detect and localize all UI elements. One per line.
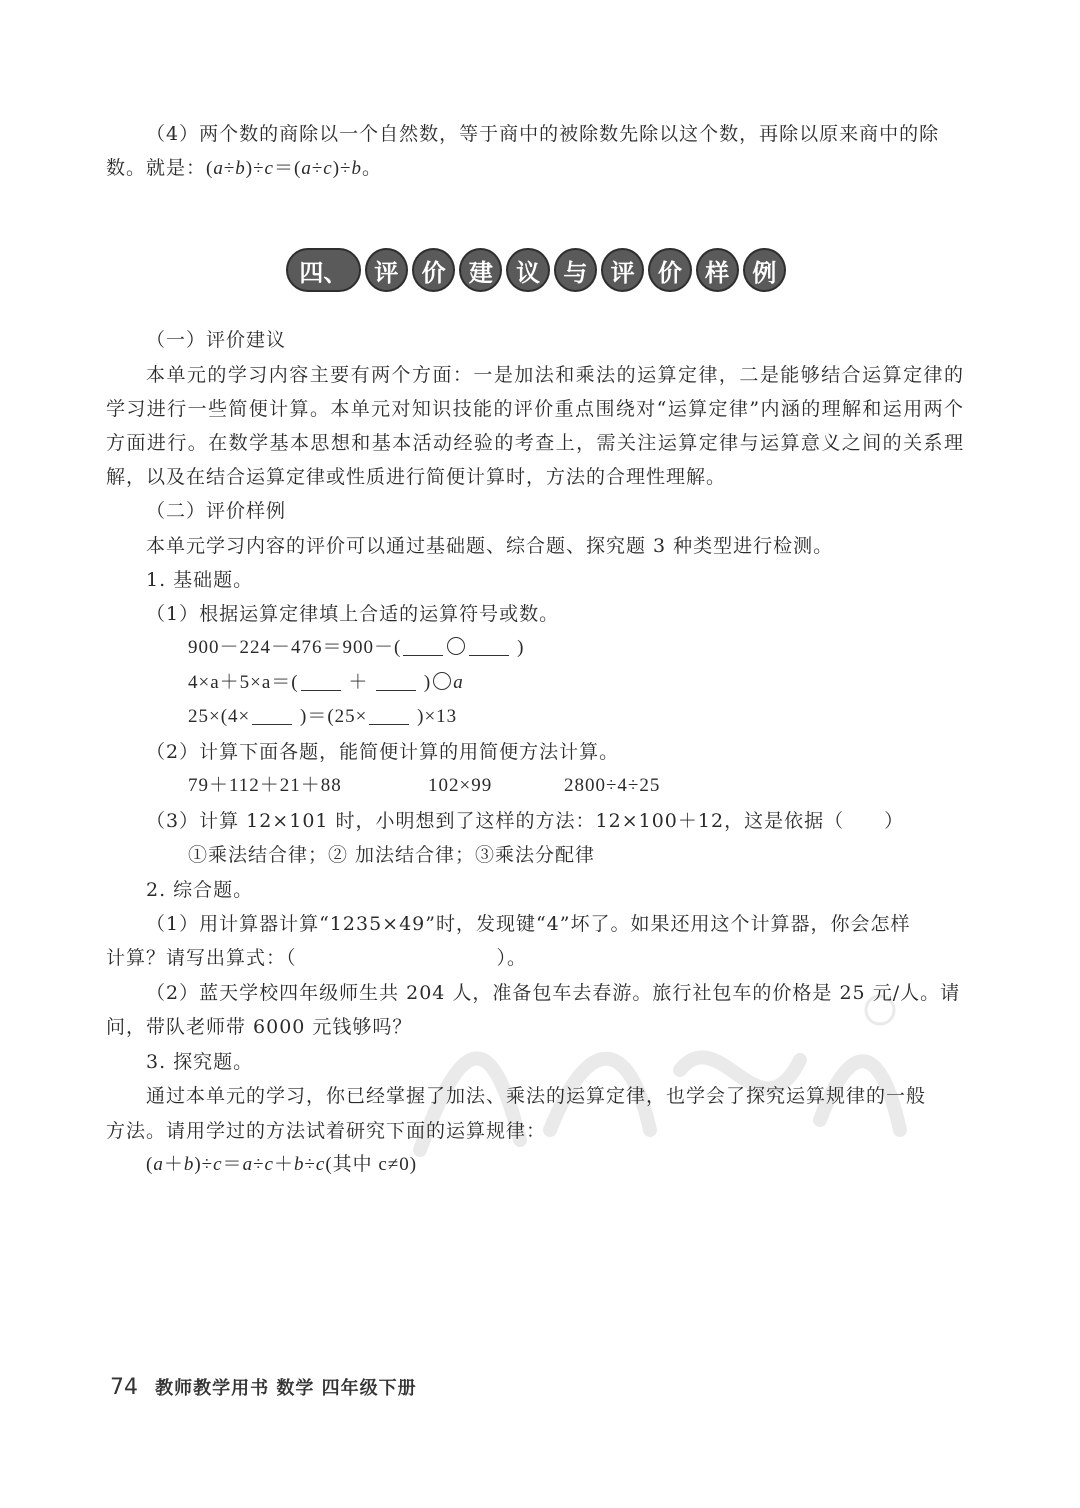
title-char: 四、	[286, 248, 361, 292]
operator-circle	[433, 672, 451, 690]
operator-circle	[447, 637, 465, 655]
basic-q1-line-2: 4×a＋5×a＝( ＋ ) a	[188, 672, 464, 693]
title-char: 价	[648, 248, 691, 292]
book-title: 教师教学用书 数学 四年级下册	[155, 1378, 417, 1399]
title-char: 评	[365, 248, 408, 292]
comprehensive-q2-line-2: 问，带队老师带 6000 元钱够吗？	[106, 1016, 413, 1038]
intro-formula: (a÷b)÷c＝(a÷c)÷b。	[206, 158, 382, 179]
title-char: 评	[601, 248, 644, 292]
inquiry-line-1: 通过本单元的学习，你已经掌握了加法、乘法的运算定律，也学会了探究运算规律的一般	[146, 1085, 927, 1107]
answer-blank	[301, 672, 341, 691]
section-title	[286, 247, 786, 293]
inquiry-heading: 3. 探究题。	[146, 1051, 254, 1073]
basic-q3: （3）计算 12×101 时，小明想到了这样的方法：12×100＋12，这是依据（ ）	[146, 810, 905, 832]
basic-q1-line-3: 25×(4× )＝(25× )×13	[188, 706, 458, 727]
page-number: 74	[110, 1375, 138, 1400]
basic-q2: （2）计算下面各题，能简便计算的用简便方法计算。	[146, 741, 620, 763]
basic-heading: 1. 基础题。	[146, 569, 254, 591]
eval-suggestion-heading: （一）评价建议	[146, 329, 287, 351]
title-char: 议	[506, 248, 549, 292]
inquiry-line-2: 方法。请用学过的方法试着研究下面的运算规律：	[106, 1120, 547, 1142]
basic-q3-options: ①乘法结合律；② 加法结合律；③乘法分配律	[188, 844, 596, 866]
basic-q1: （1）根据运算定律填上合适的运算符号或数。	[146, 603, 560, 625]
eval-suggestion-paragraph: 本单元的学习内容主要有两个方面：一是加法和乘法的运算定律，二是能够结合运算定律的学习进行一些简便计算。本单元对知识技能的评价重点围绕对“运算定律”内涵的理解和运用两个方面进行。在数学基本思想和基本活动经验的考查上，需关注运算定律与运算意义之间的关系理解，以及在结合运算定律或性质进行简便计算时，方法的合理性理解。	[106, 364, 964, 488]
comprehensive-q1-line-1: （1）用计算器计算“1235×49”时，发现键“4”坏了。如果还用这个计算器，你会怎样	[146, 913, 911, 935]
intro-line-1: （4）两个数的商除以一个自然数，等于商中的被除数先除以这个数，再除以原来商中的除	[146, 123, 940, 145]
title-char: 样	[696, 248, 739, 292]
title-char: 价	[412, 248, 455, 292]
inquiry-formula: (a＋b)÷c＝a÷c＋b÷c(其中 c≠0)	[146, 1154, 418, 1175]
answer-blank	[403, 637, 443, 656]
comprehensive-q2-line-1: （2）蓝天学校四年级师生共 204 人，准备包车去春游。旅行社包车的价格是 25 元/人。请	[146, 982, 961, 1004]
answer-blank	[369, 706, 409, 725]
page-footer	[110, 1374, 417, 1400]
basic-q1-line-1: 900－224－476＝900－( )	[188, 637, 525, 658]
answer-blank	[469, 637, 509, 656]
basic-q2-item-1: 79＋112＋21＋88	[188, 775, 342, 796]
comprehensive-q1-line-2: 计算？请写出算式：（ ）。	[106, 947, 528, 969]
intro-line-2: 数。就是：(a÷b)÷c＝(a÷c)÷b。	[106, 157, 382, 179]
eval-examples-heading: （二）评价样例	[146, 500, 287, 522]
answer-blank	[376, 672, 416, 691]
publisher-watermark	[400, 980, 920, 1180]
answer-blank	[252, 706, 292, 725]
title-char: 与	[554, 248, 597, 292]
basic-q2-item-3: 2800÷4÷25	[564, 775, 661, 796]
title-char: 建	[459, 248, 502, 292]
title-char: 例	[743, 248, 786, 292]
eval-examples-intro: 本单元学习内容的评价可以通过基础题、综合题、探究题 3 种类型进行检测。	[146, 535, 834, 557]
basic-q2-item-2: 102×99	[428, 775, 493, 796]
comprehensive-heading: 2. 综合题。	[146, 879, 254, 901]
